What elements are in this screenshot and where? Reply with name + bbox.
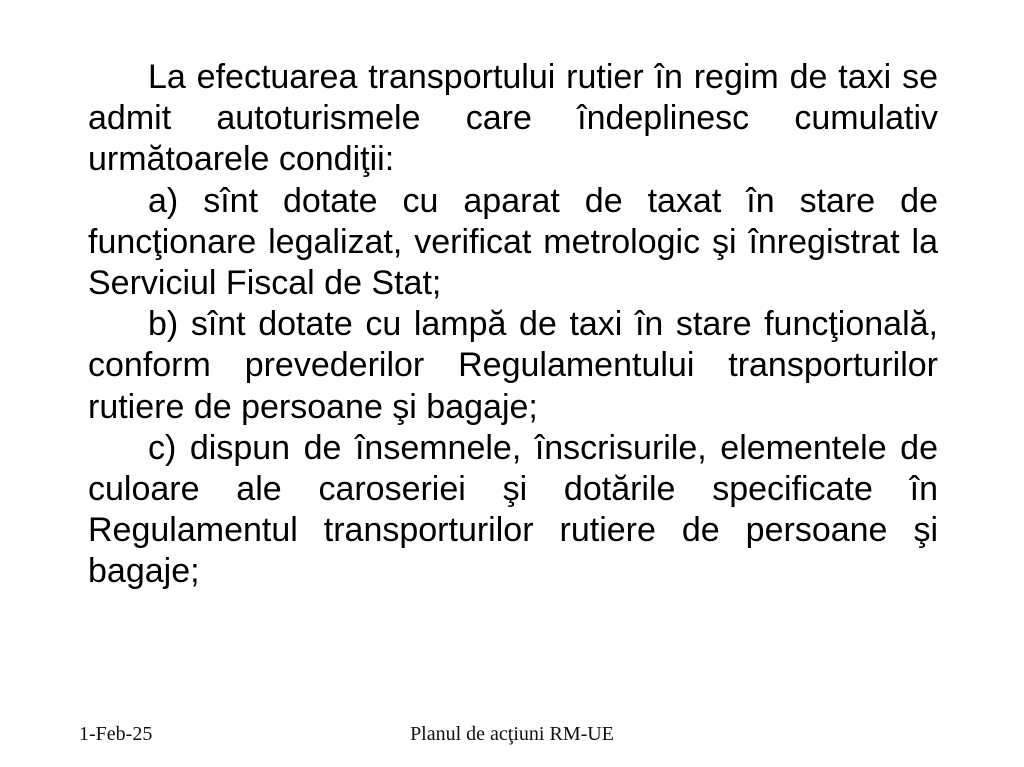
paragraph-condition-a [88,181,938,305]
paragraph-condition-b [88,304,938,428]
text-line: c) dispun de însemnele, înscrisurile, elementele de [148,428,938,467]
text-line: b) sînt dotate cu lampă de taxi în stare funcţională, [148,305,938,344]
slide-body-text [88,57,938,593]
paragraph-condition-c [88,428,938,593]
paragraph-conditions-intro [88,57,938,181]
text-line: funcţionare legalizat, verificat metrologic şi înregistrat la [88,222,938,261]
text-line: admit autoturismele care îndeplinesc cumulativ [88,99,938,138]
text-line: următoarele condiţii: [88,140,395,179]
text-line: conform prevederilor Regulamentului transporturilor [88,346,938,385]
text-line: La efectuarea transportului rutier în regim de taxi se [148,58,938,96]
text-line: rutiere de persoane şi bagaje; [88,387,538,426]
text-line: Regulamentul transporturilor rutiere de persoane şi [88,511,938,550]
text-line: bagaje; [88,552,200,591]
footer-title: Planul de acţiuni RM-UE [410,723,614,745]
footer-date: 1-Feb-25 [79,723,153,745]
text-line: a) sînt dotate cu aparat de taxat în stare de [148,181,938,220]
text-line: Serviciul Fiscal de Stat; [88,264,442,303]
text-line: culoare ale caroseriei şi dotările specificate în [88,470,938,509]
